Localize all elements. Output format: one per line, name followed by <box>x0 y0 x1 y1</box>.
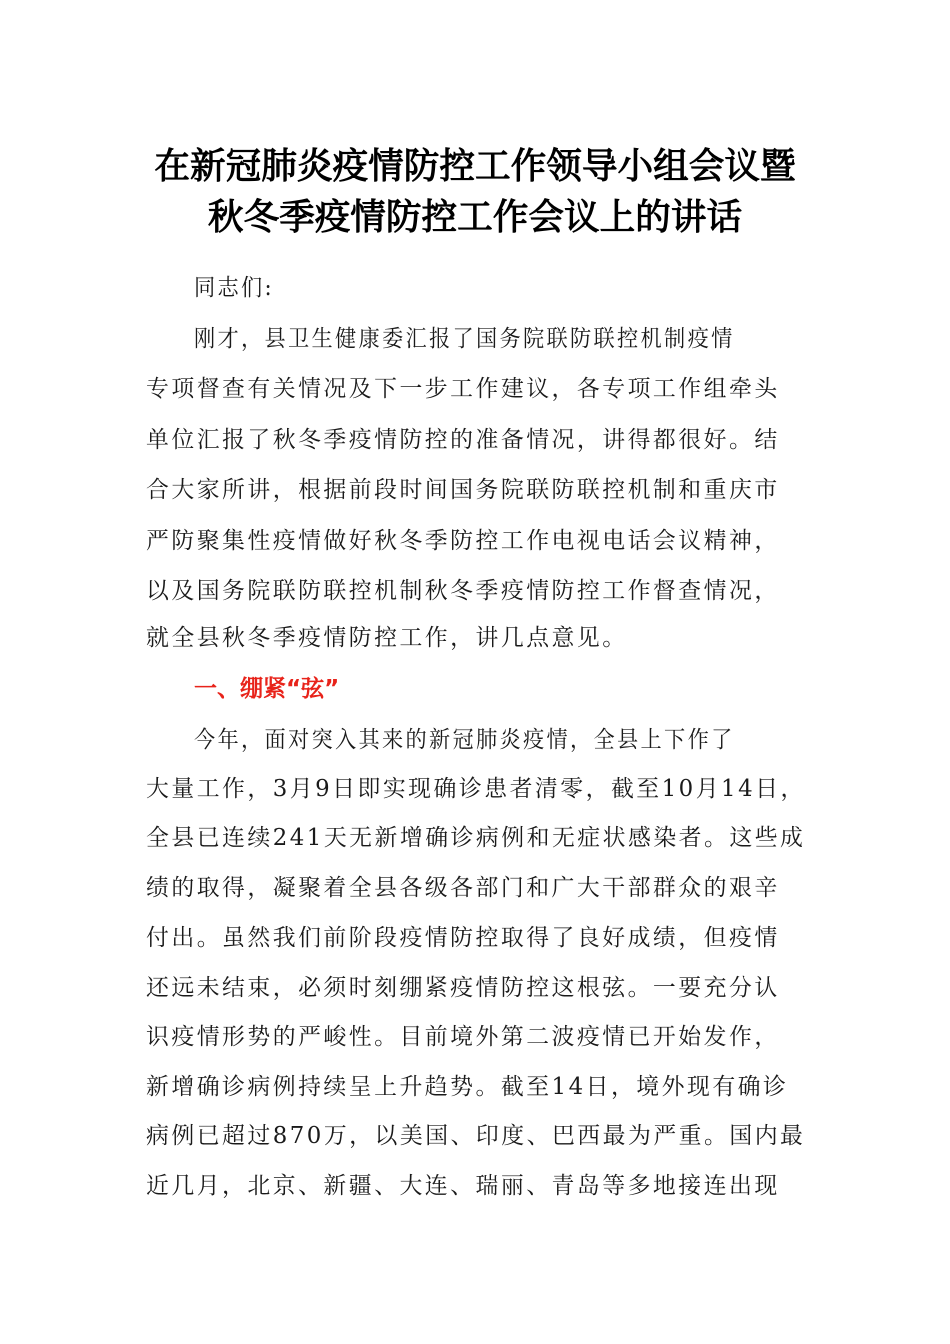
paragraph-line: 新增确诊病例持续呈上升趋势。截至14日，境外现有确诊 <box>146 1074 789 1100</box>
salutation: 同志们: <box>194 275 274 301</box>
paragraph-line: 大量工作，3月9日即实现确诊患者清零，截至10月14日， <box>146 776 806 802</box>
paragraph-line: 全县已连续241天无新增确诊病例和无症状感染者。这些成 <box>146 825 806 851</box>
paragraph-line: 绩的取得，凝聚着全县各级各部门和广大干部群众的艰辛 <box>146 875 780 901</box>
paragraph-line: 单位汇报了秋冬季疫情防控的准备情况，讲得都很好。结 <box>146 427 780 453</box>
paragraph-line: 就全县秋冬季疫情防控工作，讲几点意见。 <box>146 625 628 651</box>
paragraph-line: 以及国务院联防联控机制秋冬季疫情防控工作督查情况， <box>146 578 780 604</box>
paragraph-line: 病例已超过870万，以美国、印度、巴西最为严重。国内最 <box>146 1123 806 1149</box>
paragraph-line: 还远未结束，必须时刻绷紧疫情防控这根弦。一要充分认 <box>146 975 780 1001</box>
paragraph-line: 刚才，县卫生健康委汇报了国务院联防联控机制疫情 <box>194 326 735 352</box>
section-heading: 一、绷紧“弦” <box>194 676 340 702</box>
paragraph-line: 专项督查有关情况及下一步工作建议，各专项工作组牵头 <box>146 376 780 402</box>
title-line-1: 在新冠肺炎疫情防控工作领导小组会议暨 <box>154 145 796 187</box>
paragraph-line: 付出。虽然我们前阶段疫情防控取得了良好成绩，但疫情 <box>146 925 780 951</box>
paragraph-line: 识疫情形势的严峻性。目前境外第二波疫情已开始发作， <box>146 1024 780 1050</box>
title-line-2: 秋冬季疫情防控工作会议上的讲话 <box>207 196 743 238</box>
paragraph-line: 近几月，北京、新疆、大连、瑞丽、青岛等多地接连出现 <box>146 1173 780 1199</box>
paragraph-line: 合大家所讲，根据前段时间国务院联防联控机制和重庆市 <box>146 477 780 503</box>
paragraph-line: 严防聚集性疫情做好秋冬季防控工作电视电话会议精神， <box>146 528 780 554</box>
paragraph-line: 今年，面对突入其来的新冠肺炎疫情，全县上下作了 <box>194 727 735 753</box>
